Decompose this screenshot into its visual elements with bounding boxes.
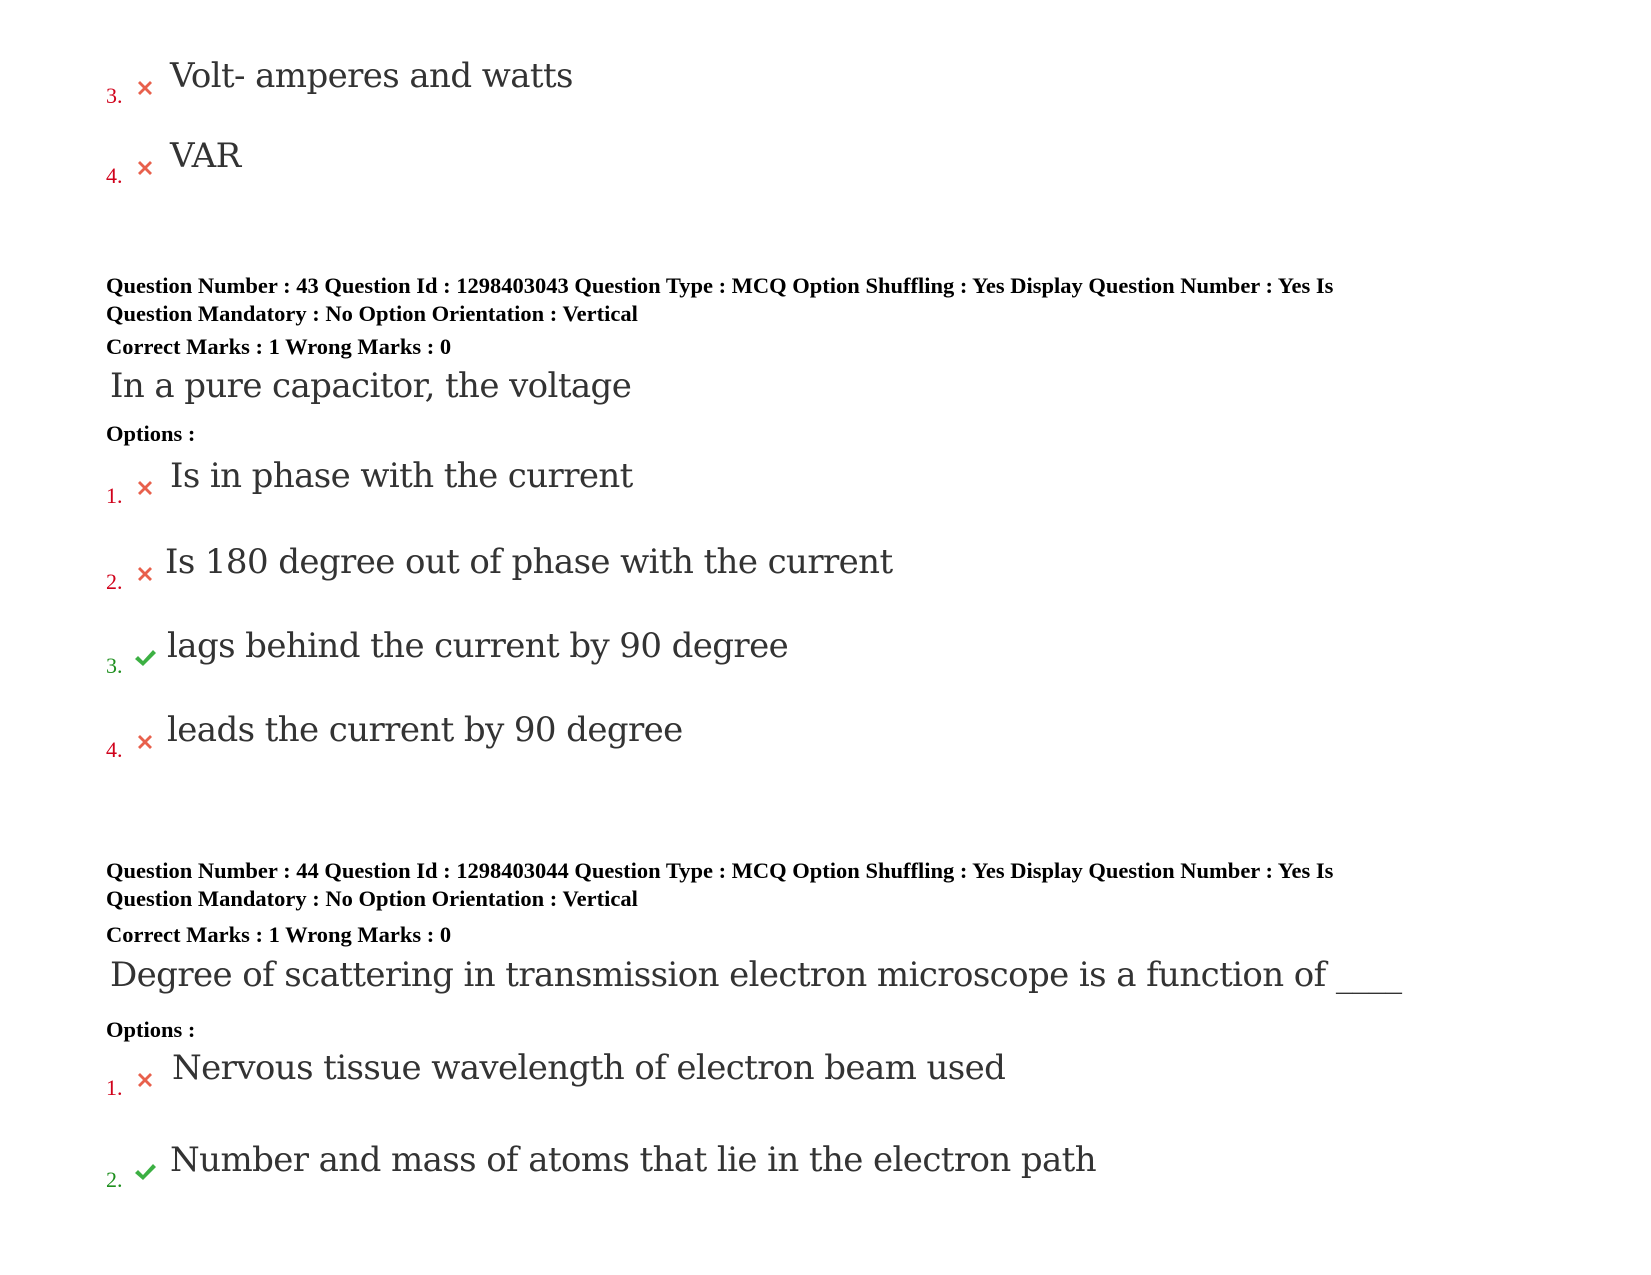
cross-icon — [133, 156, 157, 180]
marks-line: Correct Marks : 1 Wrong Marks : 0 — [106, 334, 452, 359]
question-text: Degree of scattering in transmission electron microscope is a function of ____ — [110, 955, 1402, 995]
option-number: 3. — [106, 83, 123, 108]
cross-icon — [133, 476, 157, 500]
option-text: Number and mass of atoms that lie in the electron path — [170, 1140, 1097, 1180]
question-meta-line: Question Mandatory : No Option Orientation : Vertical — [106, 886, 638, 911]
options-label: Options : — [106, 1017, 196, 1042]
option-number: 2. — [106, 1167, 123, 1192]
option-number: 2. — [106, 569, 123, 594]
option-text: Is 180 degree out of phase with the current — [165, 542, 893, 582]
check-icon — [133, 646, 157, 670]
option-text: VAR — [170, 136, 241, 176]
cross-icon — [133, 76, 157, 100]
cross-icon — [133, 562, 157, 586]
option-number: 3. — [106, 653, 123, 678]
cross-icon — [133, 1068, 157, 1092]
option-text: Volt- amperes and watts — [170, 56, 573, 96]
option-text: Nervous tissue wavelength of electron beam used — [172, 1048, 1006, 1088]
question-meta-line: Question Number : 43 Question Id : 1298403043 Question Type : MCQ Option Shuffling : Yes Display Question Number : Yes Is — [106, 273, 1334, 298]
option-number: 4. — [106, 737, 123, 762]
marks-line: Correct Marks : 1 Wrong Marks : 0 — [106, 922, 452, 947]
question-meta — [106, 272, 1546, 328]
option-number: 4. — [106, 163, 123, 188]
options-label: Options : — [106, 421, 196, 446]
cross-icon — [133, 730, 157, 754]
question-meta — [106, 857, 1546, 913]
option-number: 1. — [106, 1075, 123, 1100]
option-text: Is in phase with the current — [170, 456, 633, 496]
question-text: In a pure capacitor, the voltage — [110, 366, 632, 406]
option-number: 1. — [106, 483, 123, 508]
option-text: lags behind the current by 90 degree — [167, 626, 789, 666]
question-meta-line: Question Number : 44 Question Id : 1298403044 Question Type : MCQ Option Shuffling : Yes Display Question Number : Yes Is — [106, 858, 1334, 883]
check-icon — [133, 1160, 157, 1184]
question-meta-line: Question Mandatory : No Option Orientation : Vertical — [106, 301, 638, 326]
option-text: leads the current by 90 degree — [167, 710, 683, 750]
